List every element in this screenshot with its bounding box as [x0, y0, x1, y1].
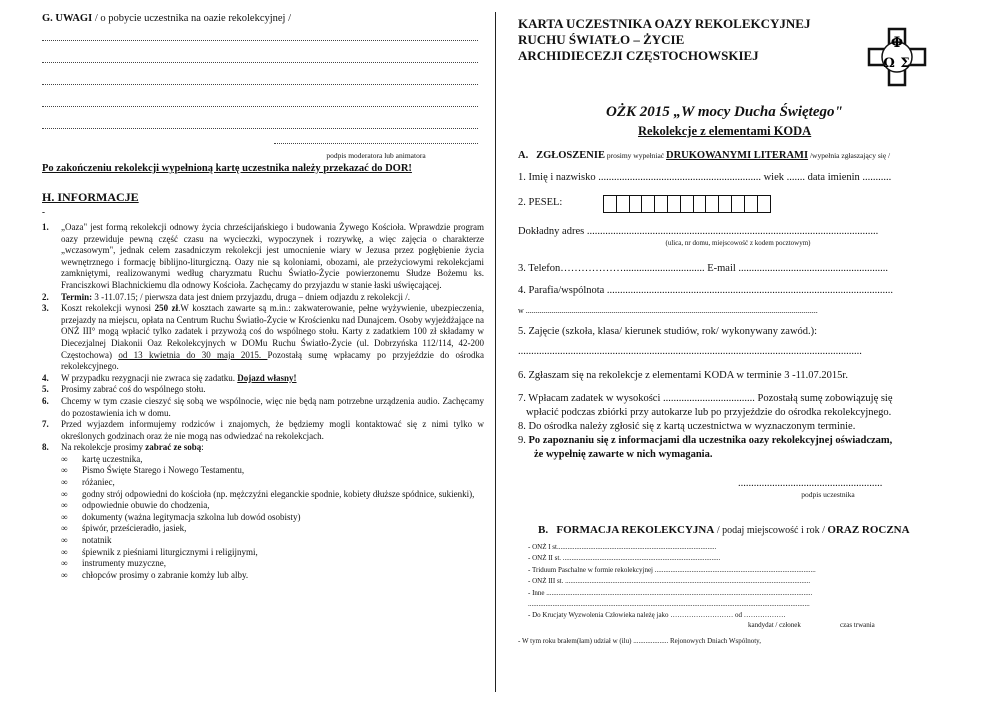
card-title-line: RUCHU ŚWIATŁO – ŻYCIE [518, 32, 685, 47]
term-label: Termin: [61, 291, 93, 302]
field-occupation-label: 5. Zajęcie (szkoła, klasa/ kierunek studiów, rok/ wykonywany zawód.): [518, 326, 818, 337]
oasis-logo-icon [865, 25, 929, 89]
item-text: W przypadku rezygnacji nie zwraca się zadatku. [61, 372, 238, 383]
logo-letter: Ω [883, 56, 895, 71]
infinity-bullet-icon: ∞ [61, 453, 68, 464]
regional-days-line[interactable]: - W tym roku brałem(łam) udział w (ilu) .................... Rejonowych Dniach Wspólnoty, [518, 637, 761, 645]
list-item-text: Pismo Święte Starego i Nowego Testamentu, [82, 465, 245, 476]
info-item-8 [42, 442, 484, 454]
section-a-note: prosimy wypełniać [604, 151, 666, 160]
list-item [42, 535, 484, 547]
list-item-text: dokumenty (ważna legitymacja szkolna lub dowód osobisty) [82, 511, 301, 522]
dash-mark: - [42, 207, 45, 217]
list-item-text: godny strój odpowiedni do kościoła (np. mężczyźni eleganckie spodnie, kobiety dłuższe spódnice, sukienki), [82, 488, 475, 499]
membership-hint: kandydat / członek [748, 621, 801, 629]
list-item-text: śpiwór, prześcieradło, jasiek, [82, 523, 187, 534]
info-item-6 [42, 396, 484, 419]
item-text: Koszt rekolekcji wynosi [61, 303, 155, 314]
list-item-text: instrumenty muzyczne, [82, 558, 166, 569]
participant-signature-label: podpis uczestnika [801, 490, 855, 499]
infinity-bullet-icon: ∞ [61, 523, 68, 534]
infinity-bullet-icon: ∞ [61, 511, 68, 522]
item-text: Przed wyjazdem informujemy rodziców i znajomych, że będziemy mogli kontaktować się z nimi tylko w określonych godzinach oraz że nie mogą nas odwiedzać na rekolekcjach. [61, 419, 484, 441]
logo-letter: Φ [890, 35, 904, 51]
item-number: 1. [42, 222, 49, 232]
formation-line[interactable]: - Inne ........................................................................................................................................................ [528, 588, 813, 597]
section-h-heading: H. INFORMACJE [42, 190, 139, 204]
infinity-bullet-icon: ∞ [61, 477, 68, 488]
list-item [42, 570, 484, 582]
list-item [42, 547, 484, 559]
card-title-line: KARTA UCZESTNIKA OAZY REKOLEKCYJNEJ [518, 16, 811, 31]
item-text: 3 -11.07.15; / pierwsza data jest dniem przyjazdu, druga – dniem odjazdu z rekolekcji /. [92, 291, 410, 302]
infinity-bullet-icon: ∞ [61, 569, 68, 580]
list-item [42, 500, 484, 512]
retreat-title: OŻK 2015 „W mocy Ducha Świętego" [606, 104, 843, 120]
section-b-heading-row [538, 524, 910, 536]
list-item-text: notatnik [82, 535, 112, 546]
info-item-3 [42, 303, 484, 373]
price: 250 zł [154, 303, 179, 314]
capitals-notice: DRUKOWANYMI LITERAMI [666, 150, 809, 161]
column-divider [495, 12, 496, 692]
item-text: Chcemy w tym czasie cieszyć się sobą we wspólnocie, więc nie będą nam potrzebne urządzenia audio. Zachęcamy do pozostawienia ich w domu. [61, 395, 484, 418]
item-number: 4. [42, 372, 49, 383]
formation-line[interactable]: - ONŻ I st........................................................................................... [528, 543, 717, 551]
info-list [42, 222, 484, 581]
deadline: od 13 kwietnia do 30 maja 2015. [118, 349, 268, 360]
section-g-heading: G. UWAGI [42, 13, 93, 24]
list-item-text: odpowiednie obuwie do chodzenia, [82, 500, 210, 511]
infinity-bullet-icon: ∞ [61, 500, 68, 511]
own-transport: Dojazd własny! [237, 372, 297, 383]
statement-text: Po zapoznaniu się z informacjami dla uczestnika oazy rekolekcyjnej oświadczam, [528, 435, 893, 446]
section-g-title [42, 13, 291, 25]
list-item-text: chłopców prosimy o zabranie komży lub alby. [82, 569, 249, 580]
item-number: 5. [42, 384, 49, 395]
field-parish[interactable]: 4. Parafia/wspólnota ............................................................................................................. [518, 285, 894, 296]
section-g-subtitle: / o pobycie uczestnika na oazie rekolekcyjnej / [92, 13, 292, 24]
item-number: 7. [42, 419, 49, 430]
item-text: : [201, 442, 204, 453]
item-text: Pozostałą sumę wpłacamy po przyjeździe do ośrodka rekolekcyjnego. [61, 349, 484, 372]
item-number: 6. [42, 395, 49, 406]
participant-signature-line[interactable]: ....................................................... [738, 478, 883, 489]
list-item-text: kartę uczestnika, [82, 453, 143, 464]
list-item-text: różaniec, [82, 477, 115, 488]
section-b-label: B. [538, 524, 549, 536]
list-item [42, 558, 484, 570]
section-b-annual: ORAZ ROCZNA [827, 524, 910, 536]
infinity-bullet-icon: ∞ [61, 535, 68, 546]
card-title [518, 16, 810, 64]
formation-line[interactable]: - ONŻ II st. .......................................................................................... [528, 554, 721, 563]
item-number: 2. [42, 291, 49, 302]
list-item [42, 512, 484, 524]
card-title-line: ARCHIDIECEZJI CZĘSTOCHOWSKIEJ [518, 48, 759, 63]
infinity-bullet-icon: ∞ [61, 465, 68, 476]
info-item-5 [42, 384, 484, 396]
pesel-input[interactable] [603, 195, 771, 213]
statement-8: 8. Do ośrodka należy zgłosić się z kartą uczestnictwa w wyznaczonym terminie. [518, 421, 856, 432]
section-a-label: A. [518, 150, 529, 161]
item-text: Na rekolekcje prosimy [61, 442, 146, 453]
statement-6: 6. Zgłaszam się na rekolekcje z elementami KODA w terminie 3 -11.07.2015r. [518, 370, 848, 381]
infinity-bullet-icon: ∞ [61, 488, 68, 499]
bring-label: zabrać ze sobą [145, 442, 202, 453]
info-item-4 [42, 373, 484, 385]
remarks-lines[interactable] [42, 30, 478, 129]
address-hint: (ulica, nr domu, miejscowość z kodem pocztowym) [665, 239, 811, 247]
notice-text: Po zakończeniu rekolekcji wypełnioną kartę uczestnika należy przekazać do DOR! [42, 163, 412, 174]
info-item-2 [42, 292, 484, 304]
bring-list [42, 454, 484, 582]
retreat-subtitle: Rekolekcje z elementami KODA [638, 124, 812, 138]
list-item-text: śpiewnik z pieśniami liturgicznymi i religijnymi, [82, 546, 258, 557]
field-deposit[interactable]: 7. Wpłacam zadatek w wysokości ................................... Pozostałą sumę zobowiązuję się [518, 393, 893, 404]
list-item [42, 477, 484, 489]
section-a-note: /wypełnia zgłaszający się / [808, 151, 891, 160]
field-phone-email[interactable]: 3. Telefon………………............................... E-mail ......................................................... [518, 263, 889, 274]
statement-number: 9. [518, 435, 529, 446]
list-item [42, 523, 484, 535]
info-item-7 [42, 419, 484, 442]
field-parish-location[interactable]: w .................................................................................................................................................. [518, 306, 818, 315]
item-number: 3. [42, 303, 49, 314]
section-b-note: / podaj miejscowość i rok / [714, 525, 828, 536]
item-text: „Oaza" jest formą rekolekcji odnowy życia chrześcijańskiego i budowania Żywego Kościoła. Wprawdzie program oazy przewiduje pewną część czasu na wycieczki, wypoczynek i rozrywkę, a więc zajęcia o charakterze „wczasowym", jednak celem zasadniczym rekolekcji jest umocnienie wiary w Jezusa przez pogłębienie życia wewnętrznego i formację biblijno-liturgiczną. Oazy nie są koloniami, obozami, ale przeżyciowymi rekolekcjami zamkniętymi, realizowanymi według charyzmatu Ruchu Światło-Życie powierzonemu Słudze Bożemu ks. Franciszkowi Blachnickiemu dla odnowy Kościoła. Zachęcamy do przyjazdu w stanie łaski uświęcającej. [61, 222, 484, 290]
section-a-heading: ZGŁOSZENIE [536, 150, 605, 161]
item-number: 8. [42, 442, 49, 453]
item-text: .W kosztach zawarte są m.in.: zakwaterowanie, pełne wyżywienie, ubezpieczenia, przejazdy na miejscu, opłata na Centrum Ruchu Światło-Życie w Krościenku nad Dunajcem. Osoby wyjeżdżające na ONŻ III° mogą wpłacić tylko zadatek i przywożą coś do wspólnego stołu. Karty z zadatkiem 100 zł składamy w Diecezjalnej Diakonii Oaz Rekolekcyjnych w DOMu Ruchu Światło-Życie (ul. Dobrzyńska 112/114, 42-200 Częstochowa) [61, 303, 484, 360]
item-text: Prosimy zabrać coś do wspólnego stołu. [61, 384, 206, 395]
section-b-heading: FORMACJA REKOLEKCYJNA [556, 524, 715, 536]
list-item [42, 454, 484, 466]
info-item-1 [42, 222, 484, 292]
formation-line[interactable]: - Do Krucjaty Wyzwolenia Człowieka należę jako ……………………… od ……………… [528, 611, 786, 620]
infinity-bullet-icon: ∞ [61, 558, 68, 569]
formation-line[interactable]: - ONŻ III st. ............................................................................................................................................ [528, 577, 811, 586]
list-item [42, 465, 484, 477]
field-pesel-label: 2. PESEL: [518, 197, 563, 208]
field-name-age-nameday[interactable]: 1. Imię i nazwisko .............................................................. wiek ....... data imienin ........... [518, 172, 892, 183]
statement-7-cont: wpłacić podczas zbiórki przy autokarze lub po przyjeździe do ośrodka rekolekcyjnego. [526, 407, 892, 418]
logo-letter: Σ [900, 56, 910, 71]
formation-line[interactable]: ................................................................................................................................................................. [528, 600, 810, 609]
field-occupation[interactable]: ................................................................................................................................... [518, 346, 862, 357]
formation-line[interactable]: - Triduum Paschalne w formie rekolekcyjnej ............................................................................................ [528, 565, 816, 574]
infinity-bullet-icon: ∞ [61, 546, 68, 557]
statement-9 [518, 435, 892, 446]
formation-list[interactable] [528, 542, 816, 622]
list-item [42, 489, 484, 501]
field-address[interactable]: Dokładny adres ............................................................................................................... [518, 226, 879, 237]
moderator-signature-label: podpis moderatora lub animatora [326, 151, 426, 160]
statement-9-cont: że wypełnię zawarte w nich wymagania. [534, 449, 713, 460]
section-a-heading-row [518, 150, 890, 161]
duration-hint: czas trwania [840, 621, 875, 629]
moderator-signature-line[interactable] [274, 143, 478, 144]
